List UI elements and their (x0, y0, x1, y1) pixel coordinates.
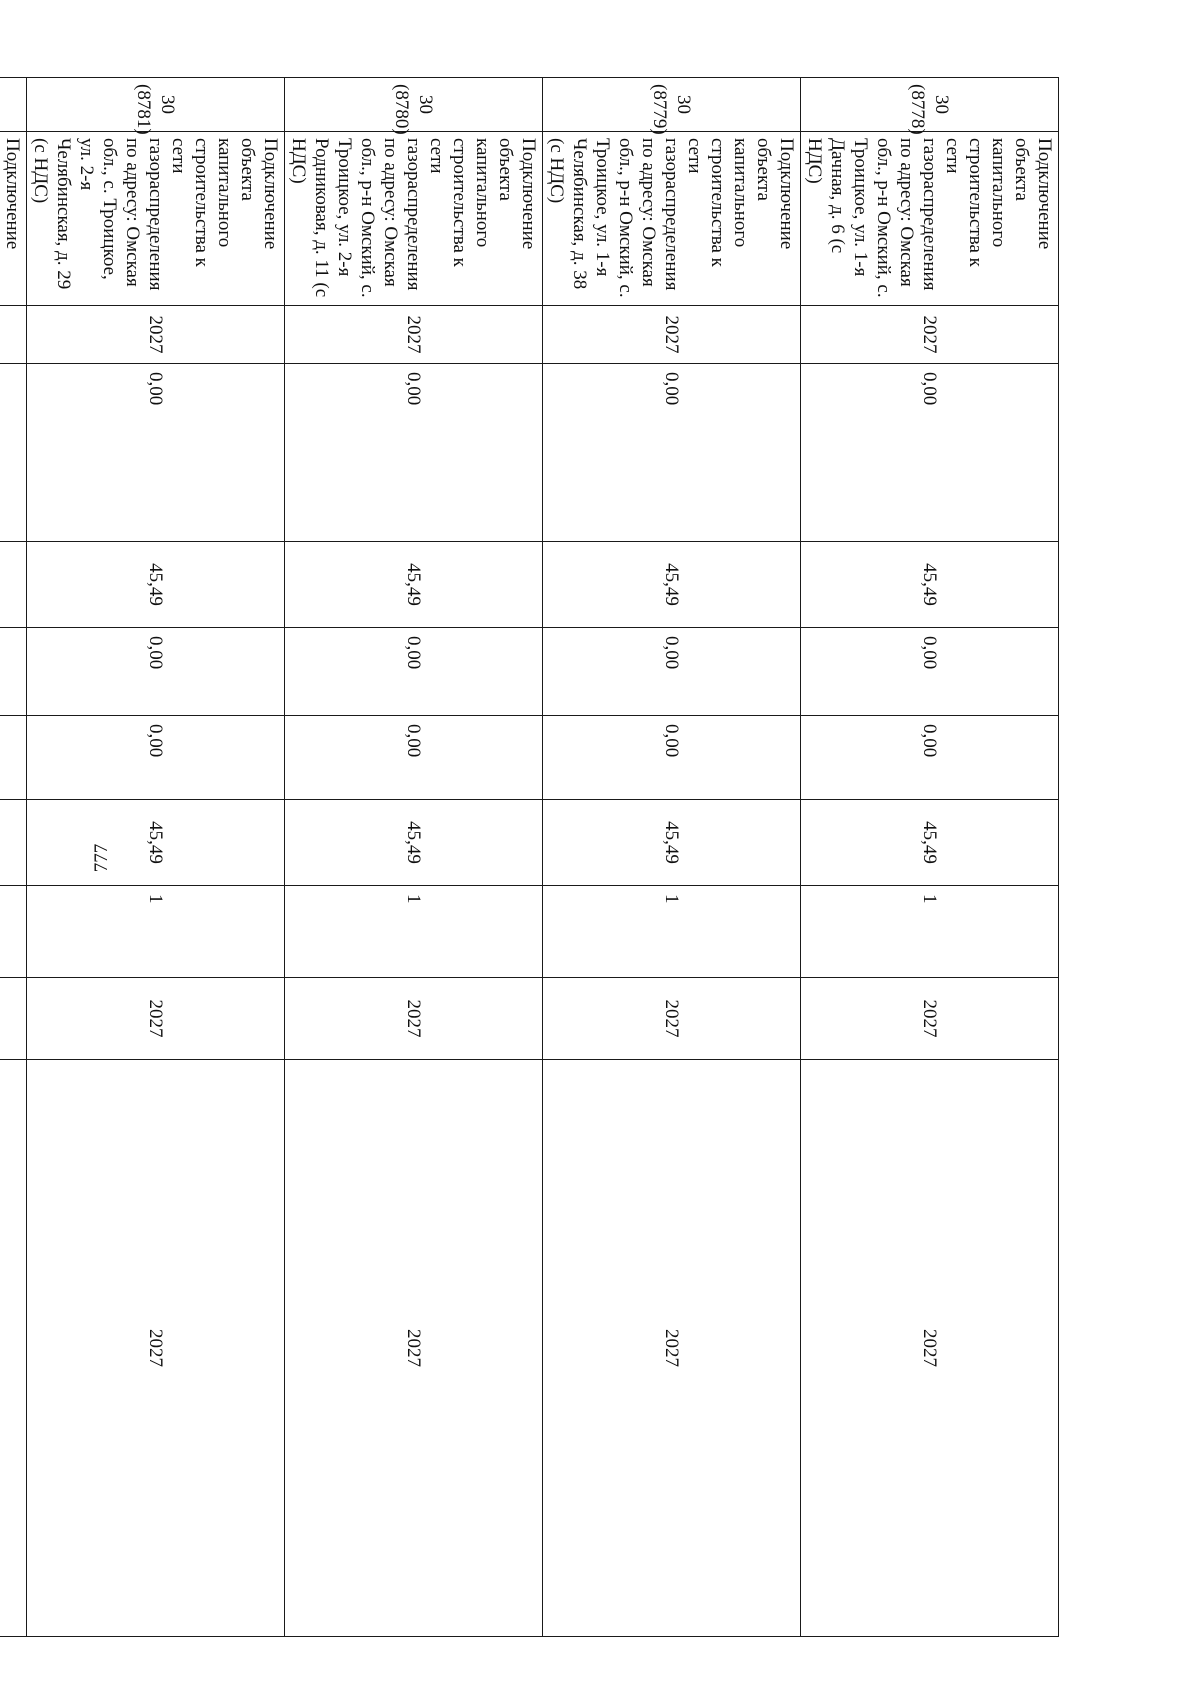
row-value-d: 0,00 (285, 716, 543, 800)
row-value-b: 45,49 (285, 542, 543, 628)
row-value-d: 0,00 (543, 716, 801, 800)
row-number: 30 (931, 95, 953, 114)
row-year-2 (0, 1060, 27, 1637)
row-id: (8779) (649, 84, 671, 135)
row-year-2: 2027 (801, 1060, 1059, 1637)
row-value-a: 0,00 (801, 364, 1059, 542)
row-value-e: 45,49 (801, 800, 1059, 886)
row-value-d: 0,00 (801, 716, 1059, 800)
row-year-1: 2027 (801, 978, 1059, 1060)
row-year-1 (0, 978, 27, 1060)
row-value-c: 0,00 (285, 628, 543, 716)
row-value-a (0, 364, 27, 542)
row-value-d: 0,00 (27, 716, 285, 800)
row-year-start: 2027 (285, 306, 543, 364)
data-table (0, 77, 1059, 1637)
row-code (0, 78, 27, 132)
row-number: 30 (415, 95, 437, 114)
table-row (285, 78, 543, 1637)
row-id: (8778) (907, 84, 929, 135)
row-code (27, 78, 285, 135)
row-value-e: 45,49 (285, 800, 543, 886)
row-value-b: 45,49 (27, 542, 285, 628)
row-count: 1 (801, 886, 1059, 978)
row-value-e: 45,49 (543, 800, 801, 886)
row-number: 30 (157, 95, 179, 114)
row-year-2: 2027 (543, 1060, 801, 1637)
row-description: Подключение (0, 132, 27, 306)
row-description: Подключение объекта капитального строительства к сети газораспределения по адресу: Омская обл., с. Троицкое, ул. 2-я Челябинская, д. 29 (с НДС) (27, 132, 285, 306)
row-year-2: 2027 (285, 1060, 543, 1637)
row-count (0, 886, 27, 978)
row-code (801, 78, 1059, 135)
row-value-b: 45,49 (801, 542, 1059, 628)
row-year-start: 2027 (27, 306, 285, 364)
row-year-1: 2027 (27, 978, 285, 1060)
row-value-c: 0,00 (27, 628, 285, 716)
row-description: Подключение объекта капитального строительства к сети газораспределения по адресу: Омская обл., р-н Омский, с. Троицкое, ул. 2-я Родниковая, д. 11 (с НДС) (285, 132, 543, 306)
row-value-b: 45,49 (543, 542, 801, 628)
row-value-c (0, 628, 27, 716)
row-id: (8780) (391, 84, 413, 135)
row-value-a: 0,00 (27, 364, 285, 542)
table-row (801, 78, 1059, 1637)
row-id: (8781) (133, 84, 155, 135)
row-count: 1 (543, 886, 801, 978)
row-code (543, 78, 801, 135)
row-year-start: 2027 (543, 306, 801, 364)
row-description: Подключение объекта капитального строительства к сети газораспределения по адресу: Омская обл., р-н Омский, с. Троицкое, ул. 1-я Челябинская, д. 38 (с НДС) (543, 132, 801, 306)
row-value-e (0, 800, 27, 886)
row-year-1: 2027 (543, 978, 801, 1060)
row-number: 30 (673, 95, 695, 114)
row-code (285, 78, 543, 135)
row-value-a: 0,00 (543, 364, 801, 542)
row-count: 1 (285, 886, 543, 978)
row-value-c: 0,00 (543, 628, 801, 716)
row-year-1: 2027 (285, 978, 543, 1060)
row-value-e: 45,49 (27, 800, 285, 886)
page-number: 777 (91, 843, 112, 873)
table-row (0, 78, 27, 1637)
row-count: 1 (27, 886, 285, 978)
row-year-2: 2027 (27, 1060, 285, 1637)
row-year-start: 2027 (801, 306, 1059, 364)
row-year-start (0, 306, 27, 364)
table-row (543, 78, 801, 1637)
row-value-b (0, 542, 27, 628)
table-row (27, 78, 285, 1637)
row-value-a: 0,00 (285, 364, 543, 542)
row-description: Подключение объекта капитального строительства к сети газораспределения по адресу: Омская обл., р-н Омский, с. Троицкое, ул. 1-я Дачная, д. 6 (с НДС) (801, 132, 1059, 306)
row-value-c: 0,00 (801, 628, 1059, 716)
row-value-d (0, 716, 27, 800)
